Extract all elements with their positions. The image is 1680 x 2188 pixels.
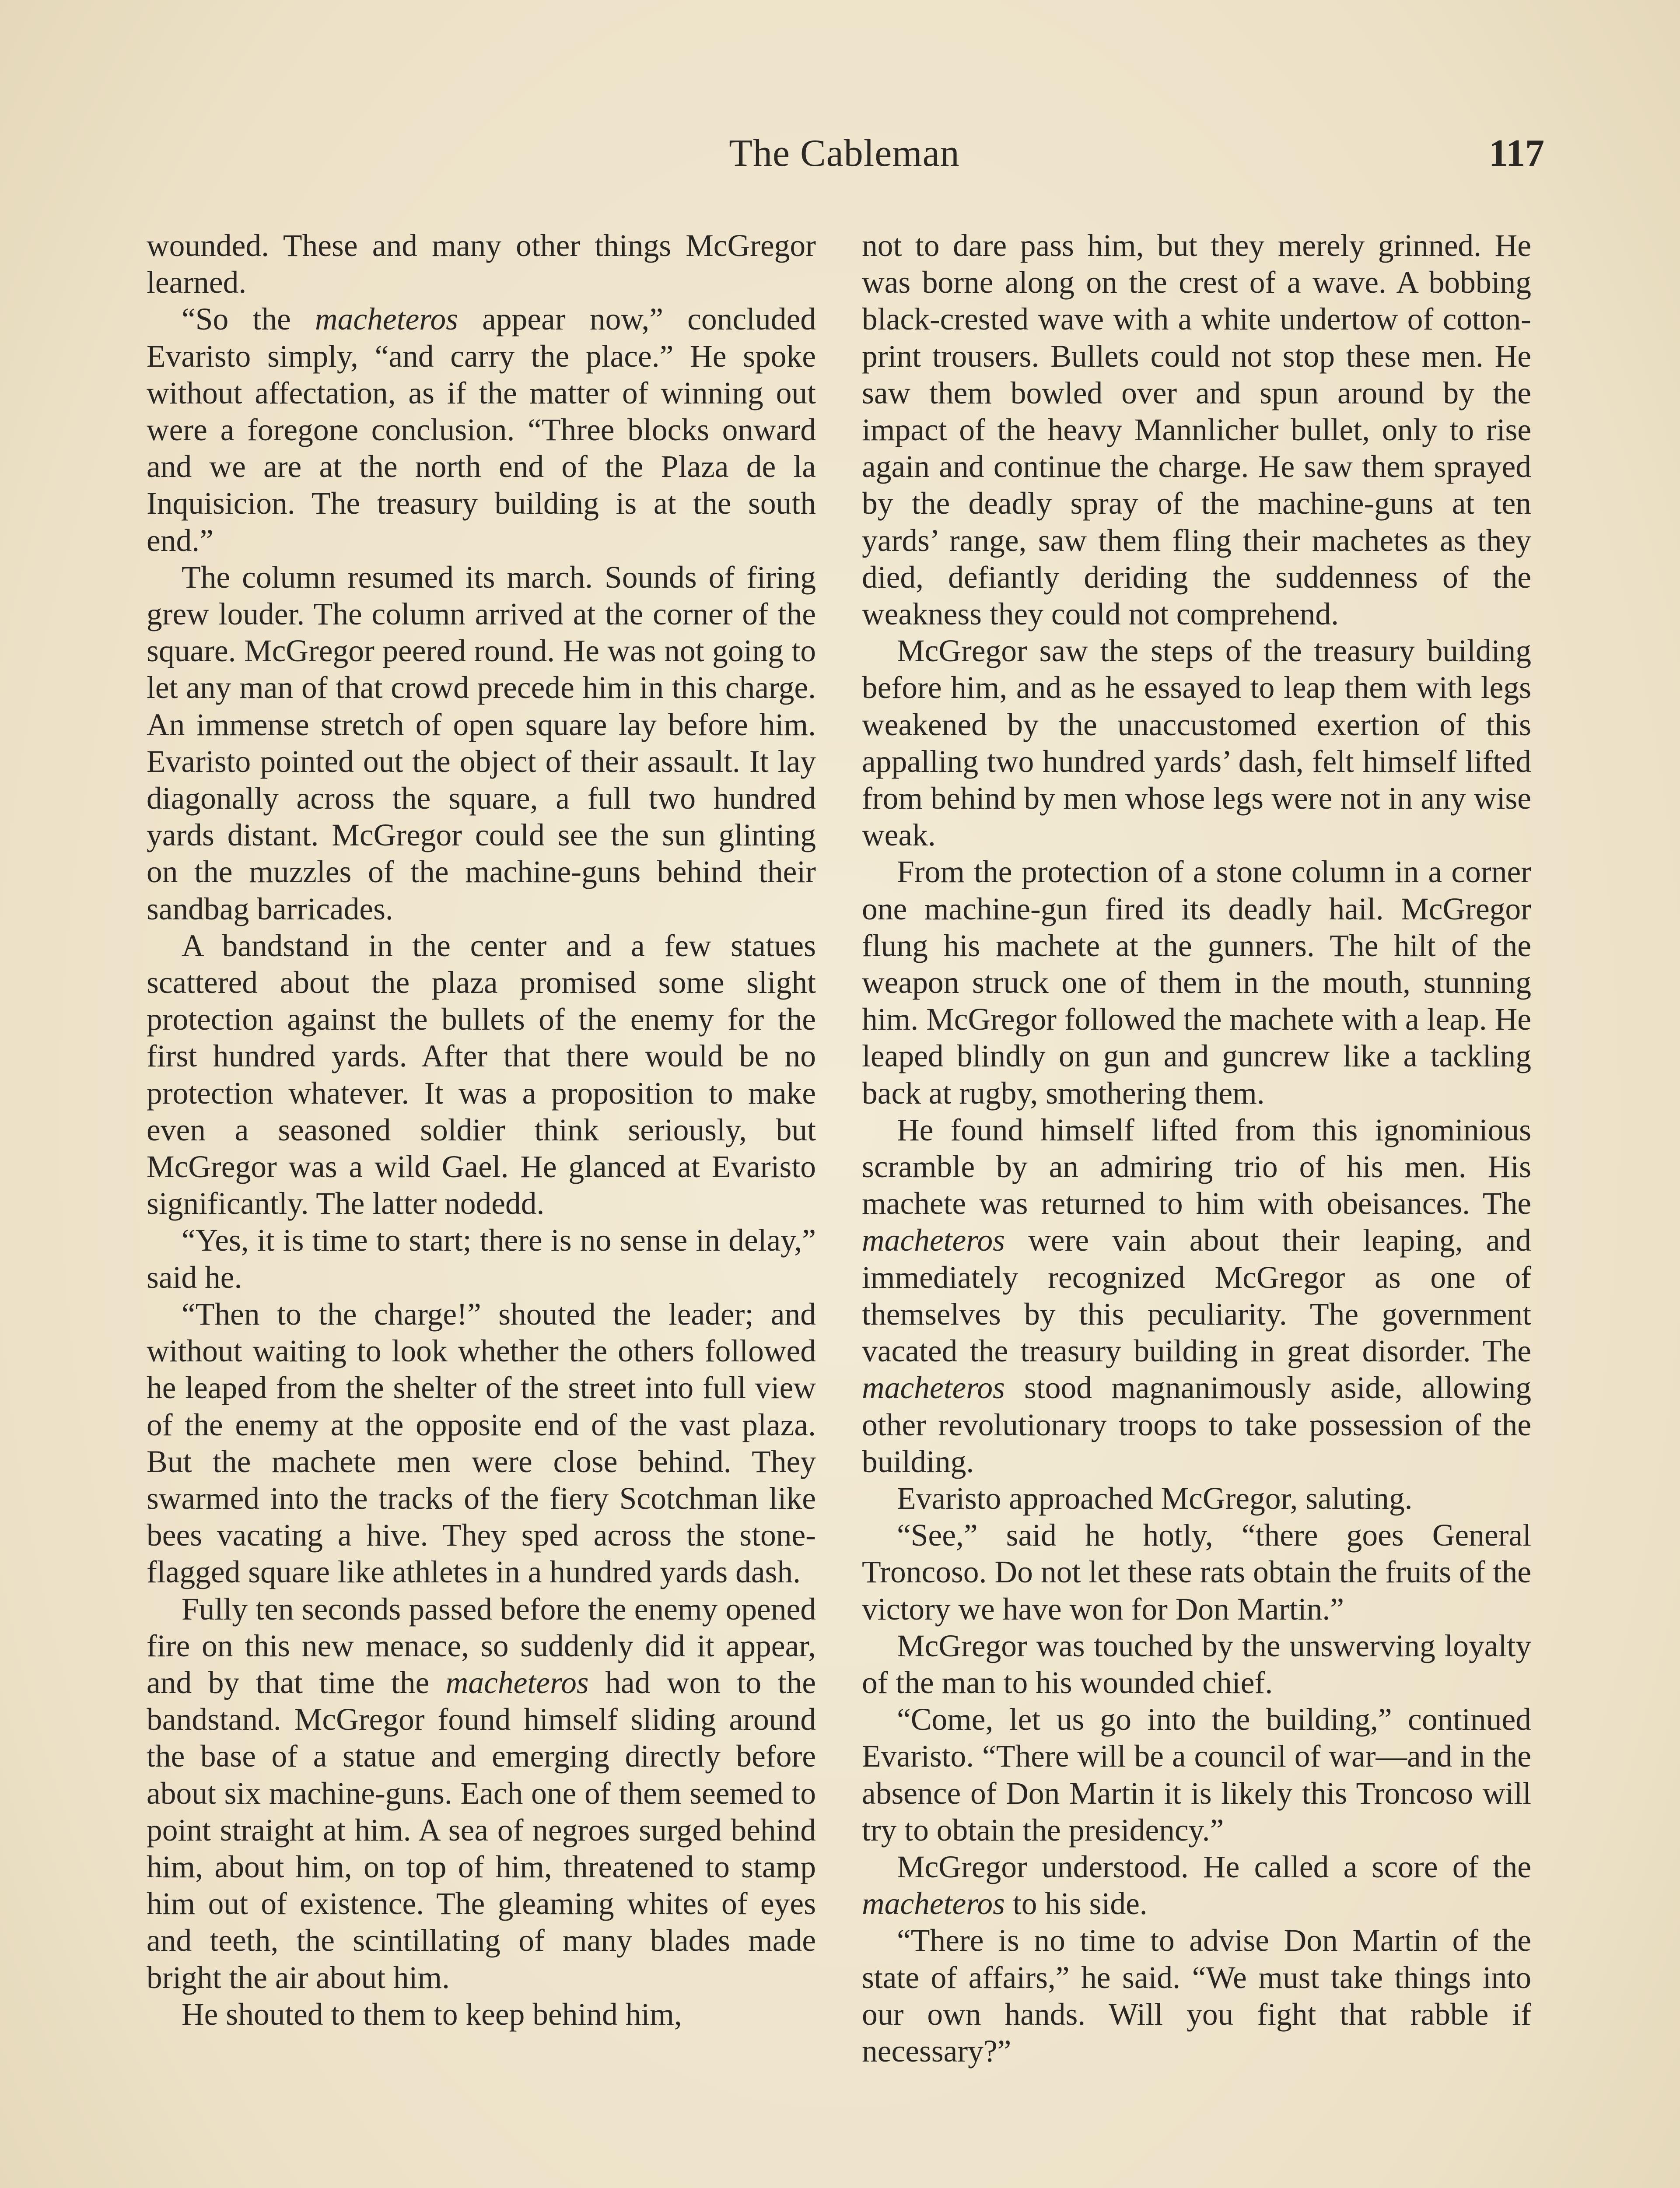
right-column-paragraph: Evaristo approached McGregor, saluting. <box>897 1481 1413 1516</box>
right-column-paragraph: McGregor saw the steps of the treasury building before him, and as he essayed to leap them with legs weakened by the unaccustomed exertion of this appalling two hundred yards’ dash, felt himself lifted from behind by men whose legs were not in any wise weak. <box>862 634 1531 853</box>
left-column-paragraph: He shouted to them to keep behind him, <box>182 1997 682 2032</box>
page-number: 117 <box>1488 132 1544 175</box>
right-column-paragraph: “There is no time to advise Don Martin of the state of affairs,” he said. “We must take things into our own hands. Will you fight that rabble if necessary?” <box>862 1923 1531 2069</box>
right-column-paragraph: He found himself lifted from this ignominious scramble by an admiring trio of his men. His machete was returned to him with obeisances. The macheteros were vain about their leaping, and immediately recognized McGregor as one of themselves by this peculiarity. The government vacated the treasury building in great disorder. The macheteros stood magnanimously aside, allowing other revolutionary troops to take possession of the building. <box>862 1112 1531 1479</box>
italic-term: macheteros <box>445 1665 589 1700</box>
right-column-paragraph: “Come, let us go into the building,” continued Evaristo. “There will be a council of war—and in the absence of Don Martin it is likely this Troncoso will try to obtain the presidency.” <box>862 1702 1531 1848</box>
left-column <box>147 228 816 2188</box>
left-column-paragraph: “Yes, it is time to start; there is no sense in delay,” said he. <box>147 1223 816 1295</box>
right-column <box>862 228 1531 2188</box>
right-column-paragraph: From the protection of a stone column in a corner one machine-gun fired its deadly hail. McGregor flung his machete at the gunners. The hilt of the weapon struck one of them in the mouth, stunning him. McGregor followed the machete with a leap. He leaped blindly on gun and guncrew like a tackling back at rugby, smothering them. <box>862 855 1531 1111</box>
left-column-paragraph: Fully ten seconds passed before the enemy opened fire on this new menace, so suddenly did it appear, and by that time the macheteros had won to the bandstand. McGregor found himself sliding around the base of a statue and emerging directly before about six machine-guns. Each one of them seemed to point straight at him. A sea of negroes surged behind him, about him, on top of him, threatened to stamp him out of existence. The gleaming whites of eyes and teeth, the scintillating of many blades made bright the air about him. <box>147 1592 816 1995</box>
running-title: The Cableman <box>729 132 960 175</box>
left-column-paragraph: “So the macheteros appear now,” concluded Evaristo simply, “and carry the place.” He spoke without affectation, as if the matter of winning out were a foregone conclusion. “Three blocks onward and we are at the north end of the Plaza de la Inquisicion. The treasury building is at the south end.” <box>147 302 816 558</box>
running-head <box>144 131 1544 184</box>
left-column-paragraph: The column resumed its march. Sounds of firing grew louder. The column arrived at the corner of the square. McGregor peered round. He was not going to let any man of that crowd precede him in this charge. An immense stretch of open square lay before him. Evaristo pointed out the object of their assault. It lay diagonally across the square, a full two hundred yards distant. McGregor could see the sun glinting on the muzzles of the machine-guns behind their sandbag barricades. <box>147 560 816 926</box>
left-column-paragraph: “Then to the charge!” shouted the leader; and without waiting to look whether the others followed he leaped from the shelter of the street into full view of the enemy at the opposite end of the vast plaza. But the machete men were close behind. They swarmed into the tracks of the fiery Scotchman like bees vacating a hive. They sped across the stone-flagged square like athletes in a hundred yards dash. <box>147 1297 816 1590</box>
italic-term: macheteros <box>315 302 458 337</box>
right-column-paragraph: not to dare pass him, but they merely grinned. He was borne along on the crest of a wave. A bobbing black-crested wave with a white undertow of cotton-print trousers. Bullets could not stop these men. He saw them bowled over and spun around by the impact of the heavy Mannlicher bullet, only to rise again and continue the charge. He saw them sprayed by the deadly spray of the machine-guns at ten yards’ range, saw them fling their machetes as they died, defiantly deriding the suddenness of the weakness they could not comprehend. <box>862 228 1531 632</box>
italic-term: macheteros <box>862 1371 1005 1406</box>
right-column-paragraph: McGregor understood. He called a score of the macheteros to his side. <box>862 1849 1531 1922</box>
italic-term: macheteros <box>862 1886 1005 1922</box>
left-column-paragraph: wounded. These and many other things McGregor learned. <box>147 228 816 300</box>
right-column-paragraph: McGregor was touched by the unswerving loyalty of the man to his wounded chief. <box>862 1628 1531 1700</box>
left-column-paragraph: A bandstand in the center and a few statues scattered about the plaza promised some slight protection against the bullets of the enemy for the first hundred yards. After that there would be no protection whatever. It was a proposition to make even a seasoned soldier think seriously, but McGregor was a wild Gael. He glanced at Evaristo significantly. The latter nodedd. <box>147 928 816 1221</box>
italic-term: macheteros <box>862 1223 1005 1258</box>
right-column-paragraph: “See,” said he hotly, “there goes General Troncoso. Do not let these rats obtain the fruits of the victory we have won for Don Martin.” <box>862 1518 1531 1627</box>
